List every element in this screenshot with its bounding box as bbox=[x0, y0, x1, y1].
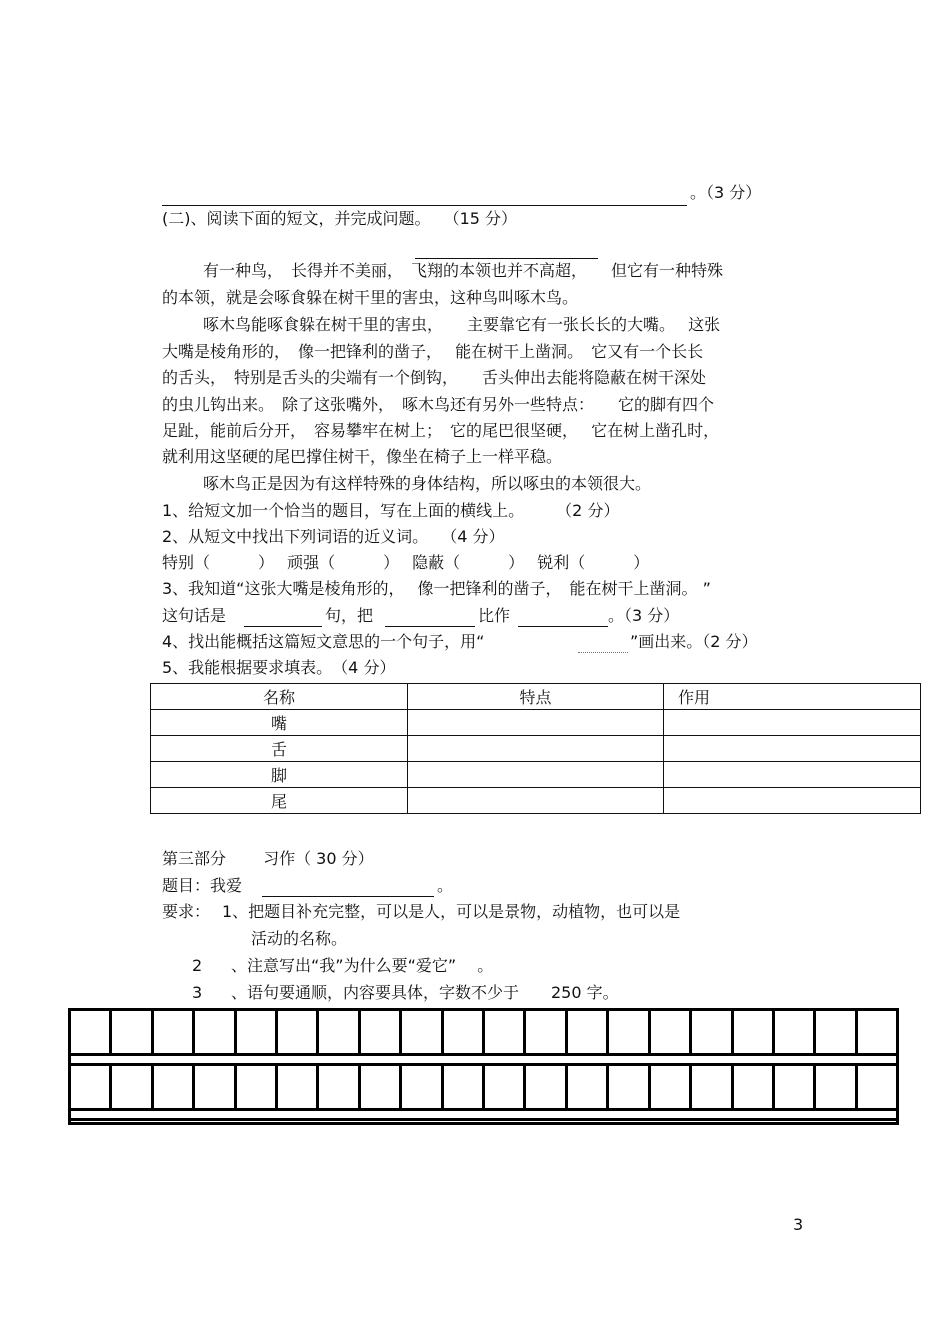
table-row-label: 脚 bbox=[151, 762, 408, 788]
table-cell-input[interactable] bbox=[664, 736, 921, 762]
part3-heading: 第三部分 习作（ 30 分） bbox=[162, 849, 374, 868]
question-1: 1、给短文加一个恰当的题目，写在上面的横线上。 （2 分） bbox=[162, 501, 620, 520]
section2-heading: (二)、阅读下面的短文，并完成问题。 （15 分） bbox=[162, 209, 518, 228]
table-cell-input[interactable] bbox=[408, 788, 664, 814]
question-2: 2、从短文中找出下列词语的近义词。 （4 分） bbox=[162, 527, 505, 546]
table-cell-input[interactable] bbox=[664, 710, 921, 736]
table-row-label: 嘴 bbox=[151, 710, 408, 736]
question-2-words: 特别（ ） 顽强（ ） 隐蔽（ ） 锐利（ ） bbox=[162, 553, 650, 572]
question-3-line1: 3、我知道“这张大嘴是棱角形的， 像一把锋利的凿子， 能在树干上凿洞。 ” bbox=[162, 579, 711, 598]
title-blank-line[interactable] bbox=[415, 258, 598, 259]
writing-cell[interactable] bbox=[444, 1066, 485, 1108]
writing-cell[interactable] bbox=[775, 1011, 816, 1053]
passage-line: 就利用这坚硬的尾巴撑住树干，像坐在椅子上一样平稳。 bbox=[162, 447, 563, 466]
writing-cell[interactable] bbox=[319, 1011, 360, 1053]
writing-cell[interactable] bbox=[651, 1011, 692, 1053]
writing-grid-row bbox=[71, 1066, 896, 1108]
passage-line: 啄木鸟能啄食躲在树干里的害虫， 主要靠它有一张长长的大嘴。 这张 bbox=[203, 315, 721, 334]
writing-cell[interactable] bbox=[526, 1066, 567, 1108]
question-3-text-a: 这句话是 bbox=[162, 606, 227, 625]
requirement-2-text: 、注意写出“我”为什么要“爱它” 。 bbox=[231, 956, 494, 975]
writing-cell[interactable] bbox=[361, 1066, 402, 1108]
table-cell-input[interactable] bbox=[664, 788, 921, 814]
writing-cell[interactable] bbox=[112, 1066, 153, 1108]
writing-cell[interactable] bbox=[485, 1066, 526, 1108]
question-3-text-d: 。（3 分） bbox=[608, 606, 680, 625]
passage-line: 的舌头， 特别是舌头的尖端有一个倒钩， 舌头伸出去能将隐蔽在树干深处 bbox=[162, 368, 707, 387]
writing-cell[interactable] bbox=[319, 1066, 360, 1108]
writing-cell[interactable] bbox=[568, 1066, 609, 1108]
writing-cell[interactable] bbox=[609, 1066, 650, 1108]
passage-line: 大嘴是棱角形的， 像一把锋利的凿子， 能在树干上凿洞。 它又有一个长长 bbox=[162, 342, 704, 361]
table-header: 作用 bbox=[664, 684, 921, 710]
wavy-underline-icon bbox=[578, 648, 628, 653]
answer-line-top[interactable] bbox=[162, 205, 687, 206]
q3-blank-2[interactable] bbox=[385, 626, 475, 627]
table-row bbox=[151, 710, 921, 736]
writing-cell[interactable] bbox=[444, 1011, 485, 1053]
writing-cell[interactable] bbox=[651, 1066, 692, 1108]
question-5: 5、我能根据要求填表。 （4 分） bbox=[162, 658, 396, 677]
requirement-3-number: 3 bbox=[192, 983, 203, 1002]
table-row bbox=[151, 762, 921, 788]
writing-cell[interactable] bbox=[278, 1011, 319, 1053]
grid-divider bbox=[71, 1053, 896, 1056]
writing-cell[interactable] bbox=[485, 1011, 526, 1053]
grid-divider bbox=[71, 1108, 896, 1111]
passage-line: 有一种鸟， 长得并不美丽， 飞翔的本领也并不高超， 但它有一种特殊 bbox=[203, 261, 724, 280]
requirement-2-number: 2 bbox=[192, 956, 203, 975]
table-cell-input[interactable] bbox=[664, 762, 921, 788]
q3-blank-3[interactable] bbox=[518, 626, 608, 627]
passage-line: 的本领，就是会啄食躲在树干里的害虫，这种鸟叫啄木鸟。 bbox=[162, 288, 579, 307]
writing-cell[interactable] bbox=[568, 1011, 609, 1053]
passage-line: 的虫儿钩出来。 除了这张嘴外， 啄木鸟还有另外一些特点： 它的脚有四个 bbox=[162, 395, 715, 414]
page-number: 3 bbox=[793, 1215, 804, 1234]
question-3-text-b: 句，把 bbox=[325, 606, 374, 625]
writing-cell[interactable] bbox=[816, 1011, 857, 1053]
table-cell-input[interactable] bbox=[408, 736, 664, 762]
writing-cell[interactable] bbox=[112, 1011, 153, 1053]
writing-cell[interactable] bbox=[71, 1011, 112, 1053]
question-3-text-c: 比作 bbox=[478, 606, 511, 625]
passage-line: 足趾，能前后分开， 容易攀牢在树上； 它的尾巴很坚硬， 它在树上凿孔时， bbox=[162, 421, 720, 440]
writing-cell[interactable] bbox=[402, 1066, 443, 1108]
writing-cell[interactable] bbox=[71, 1066, 112, 1108]
passage-line: 啄木鸟正是因为有这样特殊的身体结构，所以啄虫的本领很大。 bbox=[203, 474, 652, 493]
writing-grid bbox=[68, 1008, 899, 1125]
writing-cell[interactable] bbox=[858, 1011, 896, 1053]
table-row-label: 尾 bbox=[151, 788, 408, 814]
writing-cell[interactable] bbox=[195, 1066, 236, 1108]
table-header-row bbox=[151, 684, 921, 710]
table-header: 特点 bbox=[408, 684, 664, 710]
requirement-3-text: 、语句要通顺，内容要具体，字数不少于 250 字。 bbox=[231, 983, 619, 1002]
part3-title-end: 。 bbox=[437, 876, 454, 895]
writing-cell[interactable] bbox=[361, 1011, 402, 1053]
writing-cell[interactable] bbox=[734, 1066, 775, 1108]
writing-cell[interactable] bbox=[195, 1011, 236, 1053]
table-cell-input[interactable] bbox=[408, 710, 664, 736]
requirement-1-line1: 1、把题目补充完整，可以是人，可以是景物，动植物，也可以是 bbox=[222, 902, 681, 921]
table-row bbox=[151, 736, 921, 762]
question-4-text-b: ”画出来。（2 分） bbox=[630, 632, 758, 651]
writing-cell[interactable] bbox=[692, 1066, 733, 1108]
title-blank-essay[interactable] bbox=[262, 896, 434, 897]
writing-cell[interactable] bbox=[692, 1011, 733, 1053]
top-score: 。（3 分） bbox=[690, 183, 762, 202]
question-4-text-a: 4、找出能概括这篇短文意思的一个句子，用“ bbox=[162, 632, 485, 651]
writing-grid-row bbox=[71, 1011, 896, 1053]
writing-cell[interactable] bbox=[154, 1066, 195, 1108]
writing-cell[interactable] bbox=[858, 1066, 896, 1108]
grid-divider bbox=[71, 1118, 896, 1121]
writing-cell[interactable] bbox=[278, 1066, 319, 1108]
writing-cell[interactable] bbox=[775, 1066, 816, 1108]
writing-cell[interactable] bbox=[816, 1066, 857, 1108]
table-cell-input[interactable] bbox=[408, 762, 664, 788]
writing-cell[interactable] bbox=[526, 1011, 567, 1053]
fill-table bbox=[150, 683, 921, 814]
table-row bbox=[151, 788, 921, 814]
writing-cell[interactable] bbox=[402, 1011, 443, 1053]
q3-blank-1[interactable] bbox=[244, 626, 322, 627]
writing-cell[interactable] bbox=[609, 1011, 650, 1053]
writing-cell[interactable] bbox=[734, 1011, 775, 1053]
writing-cell[interactable] bbox=[237, 1011, 278, 1053]
requirement-1-line2: 活动的名称。 bbox=[251, 929, 348, 948]
writing-cell[interactable] bbox=[237, 1066, 278, 1108]
part3-title-label: 题目：我爱 bbox=[162, 876, 243, 895]
requirements-label: 要求： bbox=[162, 902, 211, 921]
table-row-label: 舌 bbox=[151, 736, 408, 762]
writing-cell[interactable] bbox=[154, 1011, 195, 1053]
table-header: 名称 bbox=[151, 684, 408, 710]
